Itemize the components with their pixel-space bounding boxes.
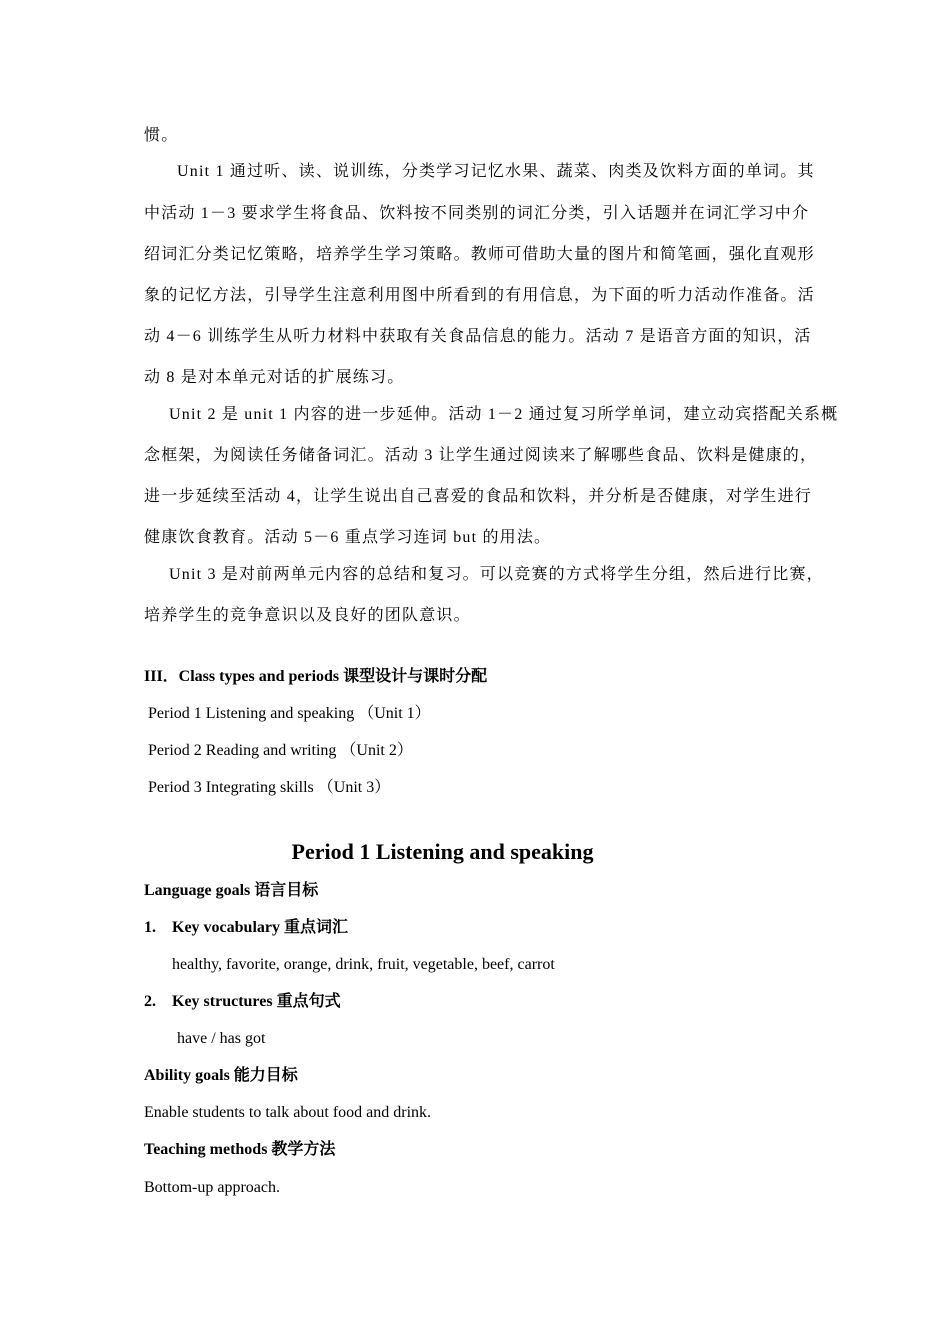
list-number: 2. (144, 993, 156, 1010)
list-number: 1. (144, 919, 156, 936)
unit3-paragraph-line: 培养学生的竞争意识以及良好的团队意识。 (144, 607, 471, 624)
paragraph-tail: 惯。 (144, 127, 179, 144)
unit1-paragraph-line: 动 8 是对本单元对话的扩展练习。 (144, 369, 405, 386)
teaching-methods-text: Bottom-up approach. (144, 1179, 280, 1196)
unit3-paragraph-line: Unit 3 是对前两单元内容的总结和复习。可以竞赛的方式将学生分组，然后进行比赛， (169, 566, 824, 583)
period-list-item: Period 3 Integrating skills （Unit 3） (148, 779, 391, 796)
section-heading-class-types: III．Class types and periods 课型设计与课时分配 (144, 668, 488, 685)
key-structures-text: have / has got (177, 1030, 266, 1047)
period-title: Period 1 Listening and speaking (291, 839, 594, 864)
ability-goals-heading: Ability goals 能力目标 (144, 1067, 298, 1084)
unit2-paragraph-line: 念框架，为阅读任务储备词汇。活动 3 让学生通过阅读来了解哪些食品、饮料是健康的， (144, 447, 818, 464)
period-list-item: Period 2 Reading and writing （Unit 2） (148, 742, 413, 759)
unit2-paragraph-line: Unit 2 是 unit 1 内容的进一步延伸。活动 1－2 通过复习所学单词，建立动宾搭配关系概 (169, 406, 839, 423)
unit1-paragraph-line: 绍词汇分类记忆策略，培养学生学习策略。教师可借助大量的图片和简笔画，强化直观形 (144, 246, 815, 263)
key-vocabulary-heading: Key vocabulary 重点词汇 (172, 919, 348, 936)
key-structures-heading: Key structures 重点句式 (172, 993, 341, 1010)
unit1-paragraph-line: Unit 1 通过听、读、说训练，分类学习记忆水果、蔬菜、肉类及饮料方面的单词。其 (177, 163, 815, 180)
unit1-paragraph-line: 动 4－6 训练学生从听力材料中获取有关食品信息的能力。活动 7 是语音方面的知识，活 (144, 328, 812, 345)
key-vocabulary-text: healthy, favorite, orange, drink, fruit, vegetable, beef, carrot (172, 956, 555, 973)
period-list-item: Period 1 Listening and speaking （Unit 1） (148, 705, 431, 722)
unit1-paragraph-line: 象的记忆方法，引导学生注意利用图中所看到的有用信息，为下面的听力活动作准备。活 (144, 287, 815, 304)
teaching-methods-heading: Teaching methods 教学方法 (144, 1141, 336, 1158)
ability-goals-text: Enable students to talk about food and drink. (144, 1104, 432, 1121)
unit2-paragraph-line: 进一步延续至活动 4，让学生说出自己喜爱的食品和饮料，并分析是否健康，对学生进行 (144, 488, 813, 505)
unit1-paragraph-line: 中活动 1－3 要求学生将食品、饮料按不同类别的词汇分类，引入话题并在词汇学习中介 (144, 205, 810, 222)
language-goals-heading: Language goals 语言目标 (144, 882, 319, 899)
unit2-paragraph-line: 健康饮食教育。活动 5－6 重点学习连词 but 的用法。 (144, 529, 552, 546)
